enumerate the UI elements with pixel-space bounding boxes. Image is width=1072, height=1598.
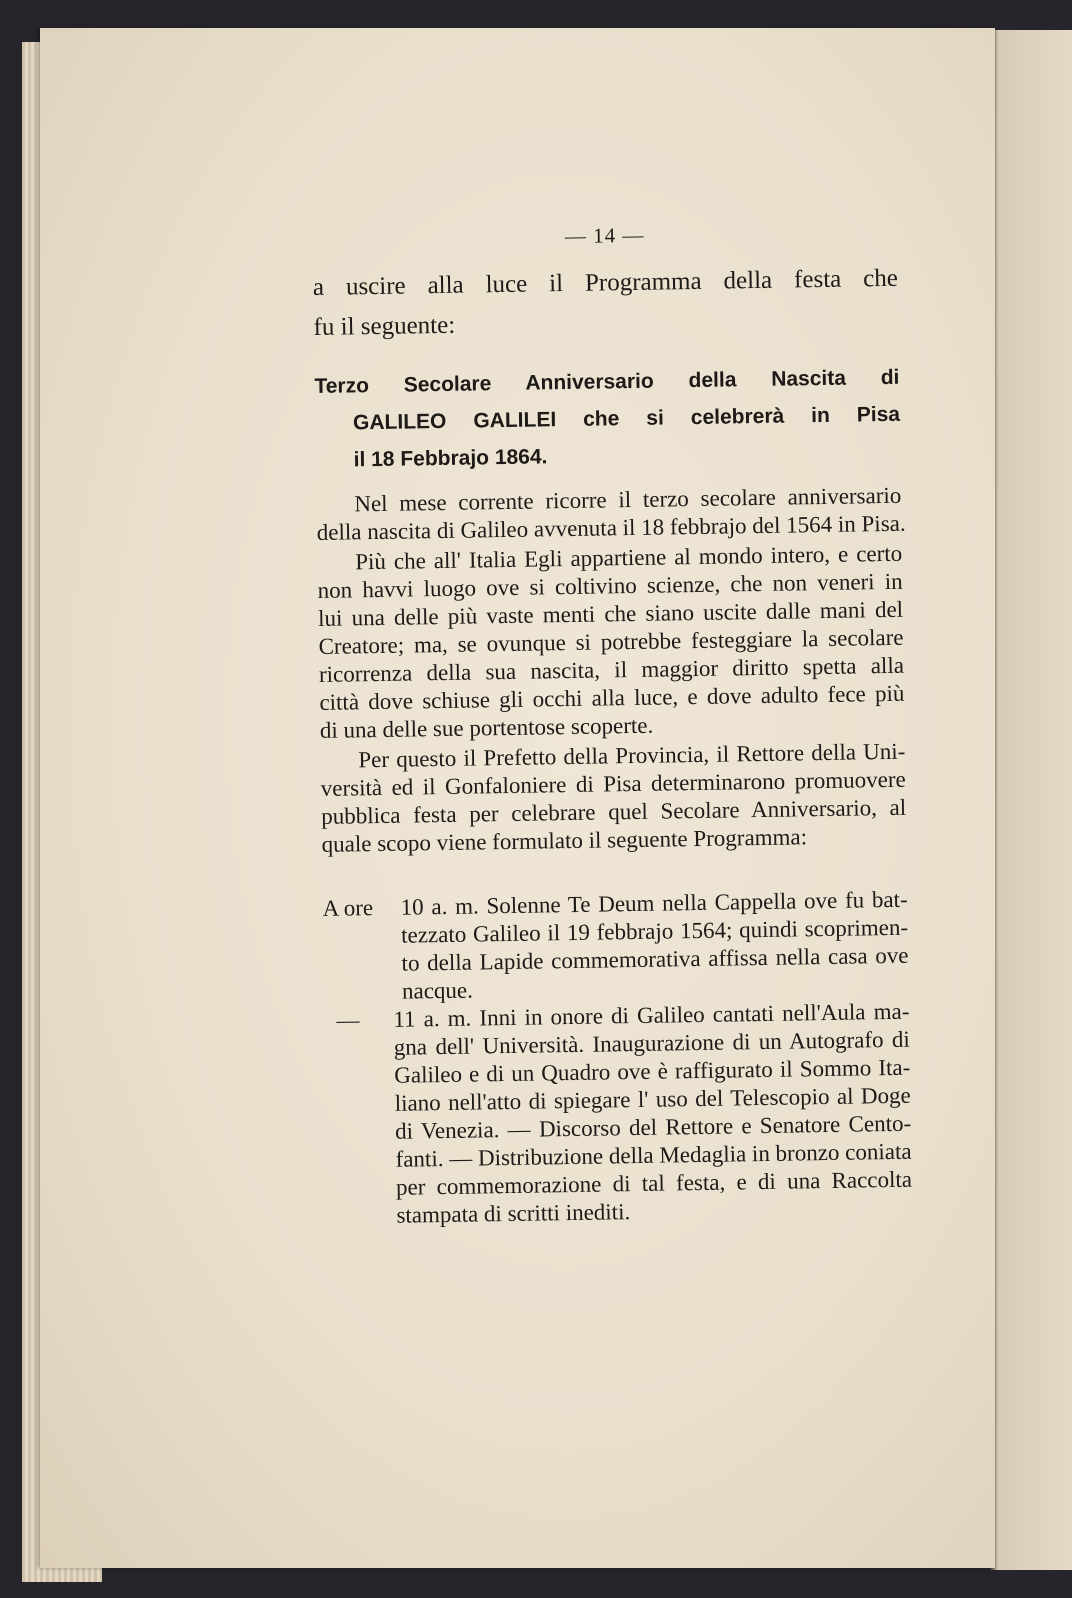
text-line: pubblica festa per celebrare quel Secolare Anniversario, al — [321, 794, 907, 829]
paragraph — [316, 482, 906, 547]
heading-line: il 18 Febbrajo 1864. — [353, 445, 548, 472]
text-line: non havvi luogo ove si coltivino scienze, che non veneri in — [317, 568, 903, 603]
text-line: Galileo e di un Quadro ove è raffigurato il Sommo Ita- — [394, 1054, 911, 1088]
text-line: stampata di scritti inediti. — [396, 1199, 631, 1228]
program-item-label: — — [336, 1007, 360, 1033]
facing-page-edge — [990, 30, 1072, 1570]
text-line: lui una delle più vaste menti che siano uscite dalle mani del — [317, 596, 904, 631]
text-line: della nascita di Galileo avvenuta il 18 febbrajo del 1564 in Pisa. — [316, 510, 906, 545]
page-number: — 14 — — [564, 222, 645, 249]
program-list — [322, 886, 912, 1231]
book-page — [40, 28, 995, 1568]
text-line: liano nell'atto di spiegare l' uso del Telescopio al Doge — [394, 1082, 911, 1116]
text-line: 10 a. m. Solenne Te Deum nella Cappella ove fu bat- — [400, 886, 908, 920]
page-content — [312, 219, 913, 1231]
paragraph — [317, 540, 905, 745]
text-line: ricorrenza della sua nascita, il maggior diritto spetta alla — [318, 652, 905, 687]
text-line: città dove schiuse gli occhi alla luce, e dove adulto fece più — [319, 680, 905, 715]
text-line: per commemorazione di tal festa, e di una Raccolta — [395, 1166, 913, 1200]
intro-text — [313, 259, 899, 348]
text-line: versità ed il Gonfaloniere di Pisa determinarono promuovere — [320, 766, 906, 801]
heading-line: Terzo Secolare Anniversario della Nascita di — [314, 365, 900, 398]
text-line: Per questo il Prefetto della Provincia, il Rettore della Uni- — [358, 738, 906, 773]
program-item — [322, 886, 909, 1007]
text-line: quale scopo viene formulato il seguente Programma: — [321, 824, 808, 857]
section-heading — [314, 359, 901, 479]
text-line: to della Lapide commemorativa affissa nella casa ove — [401, 942, 909, 976]
text-line: di Venezia. — Discorso del Rettore e Senatore Cento- — [394, 1110, 912, 1144]
text-line: Creatore; ma, se ovunque si potrebbe festeggiare la secolare — [318, 624, 904, 659]
text-line: 11 a. m. Inni in onore di Galileo cantati nell'Aula ma- — [393, 998, 910, 1032]
text-line: Nel mese corrente ricorre il terzo secolare anniversario — [354, 482, 902, 517]
text-line: fu il seguente: — [313, 311, 456, 341]
program-item-label: A ore — [322, 895, 374, 921]
heading-line: GALILEO GALILEI che si celebrerà in Pisa — [352, 402, 901, 435]
text-line: a uscire alla luce il Programma della festa che — [312, 264, 899, 301]
text-line: fanti. — Distribuzione della Medaglia in bronzo coniata — [395, 1138, 912, 1172]
program-item — [324, 998, 912, 1231]
text-line: nacque. — [401, 977, 474, 1004]
text-line: tezzato Galileo il 19 febbrajo 1564; quindi scoprimen- — [400, 914, 909, 948]
paragraph — [320, 738, 907, 859]
text-line: Più che all' Italia Egli appartiene al mondo intero, e certo — [355, 540, 903, 575]
text-line: di una delle sue portentose scoperte. — [319, 712, 654, 743]
text-line: gna dell' Università. Inaugurazione di un Autografo di — [393, 1026, 911, 1060]
